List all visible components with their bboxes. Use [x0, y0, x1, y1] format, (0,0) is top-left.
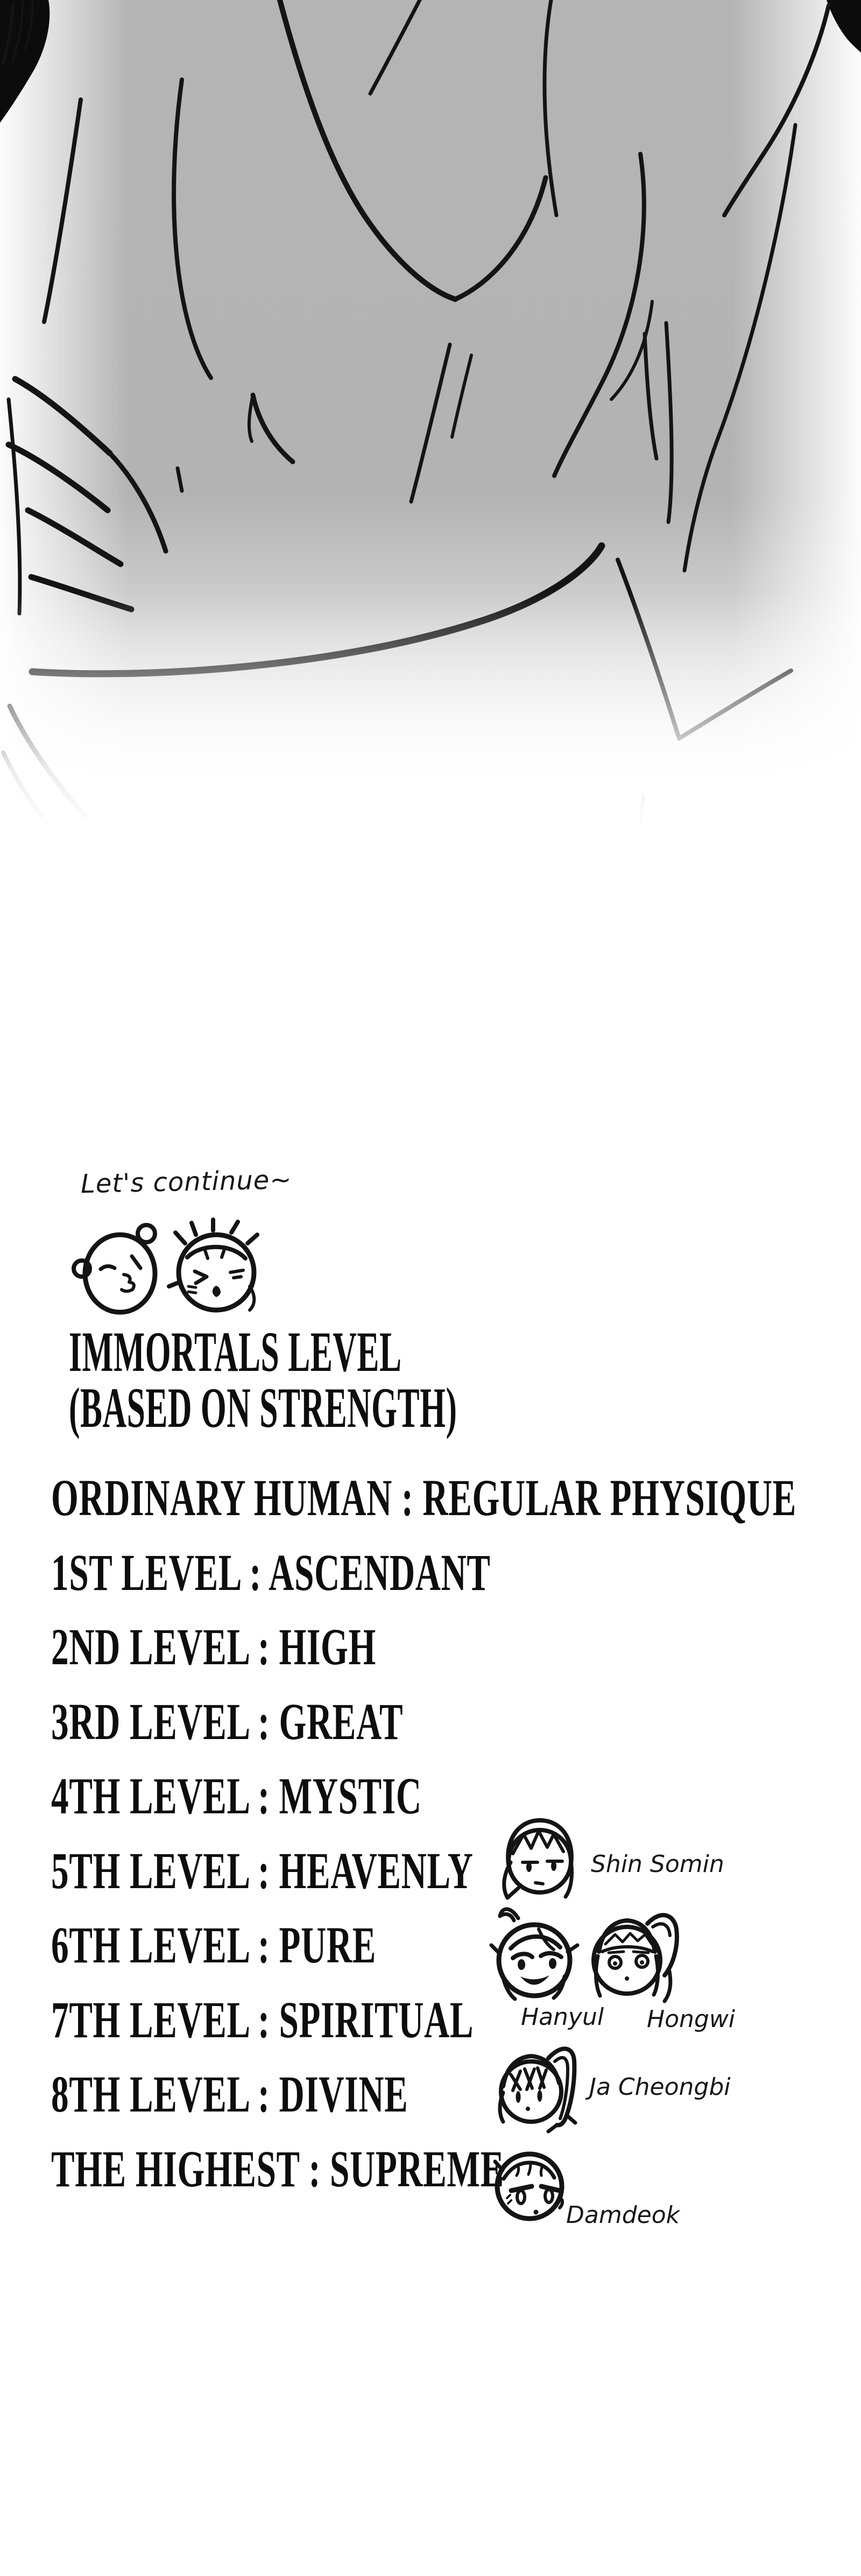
chibi-girl-bob-face-icon [498, 1813, 578, 1907]
intro-note: Let's continue~ [80, 1164, 293, 1200]
page-title-line2: (BASED ON STRENGTH) [69, 1376, 457, 1439]
level-row: THE HIGHEST : SUPREME [51, 2140, 504, 2198]
chibi-boy-smiling-face-icon [487, 1901, 581, 2009]
chibi-author-faces-icon [60, 1217, 276, 1320]
level-row: ORDINARY HUMAN : REGULAR PHYSIQUE [51, 1469, 797, 1526]
character-name-label: Hongwi [647, 2005, 736, 2033]
character-name-label: Ja Cheongbi [589, 2073, 731, 2101]
page-title-line1: IMMORTALS LEVEL [69, 1320, 402, 1383]
chibi-boy-serious-face-icon [490, 2142, 573, 2228]
level-row: 3RD LEVEL : GREAT [51, 1693, 404, 1750]
sketch-figure-art [0, 0, 861, 829]
level-row: 6TH LEVEL : PURE [51, 1916, 376, 1974]
level-row: 7TH LEVEL : SPIRITUAL [51, 1991, 474, 2049]
character-name-label: Hanyul [521, 2003, 604, 2031]
level-row: 1ST LEVEL : ASCENDANT [51, 1544, 491, 1601]
level-row: 2ND LEVEL : HIGH [51, 1618, 376, 1676]
character-name-label: Damdeok [566, 2201, 680, 2229]
character-name-label: Shin Somin [591, 1850, 724, 1878]
chibi-girl-ponytail-face-icon [584, 1905, 683, 2005]
level-row: 5TH LEVEL : HEAVENLY [51, 1842, 474, 1899]
level-row: 8TH LEVEL : DIVINE [51, 2065, 408, 2123]
level-row: 4TH LEVEL : MYSTIC [51, 1767, 422, 1825]
chibi-girl-side-ponytail-face-icon [492, 2044, 600, 2138]
